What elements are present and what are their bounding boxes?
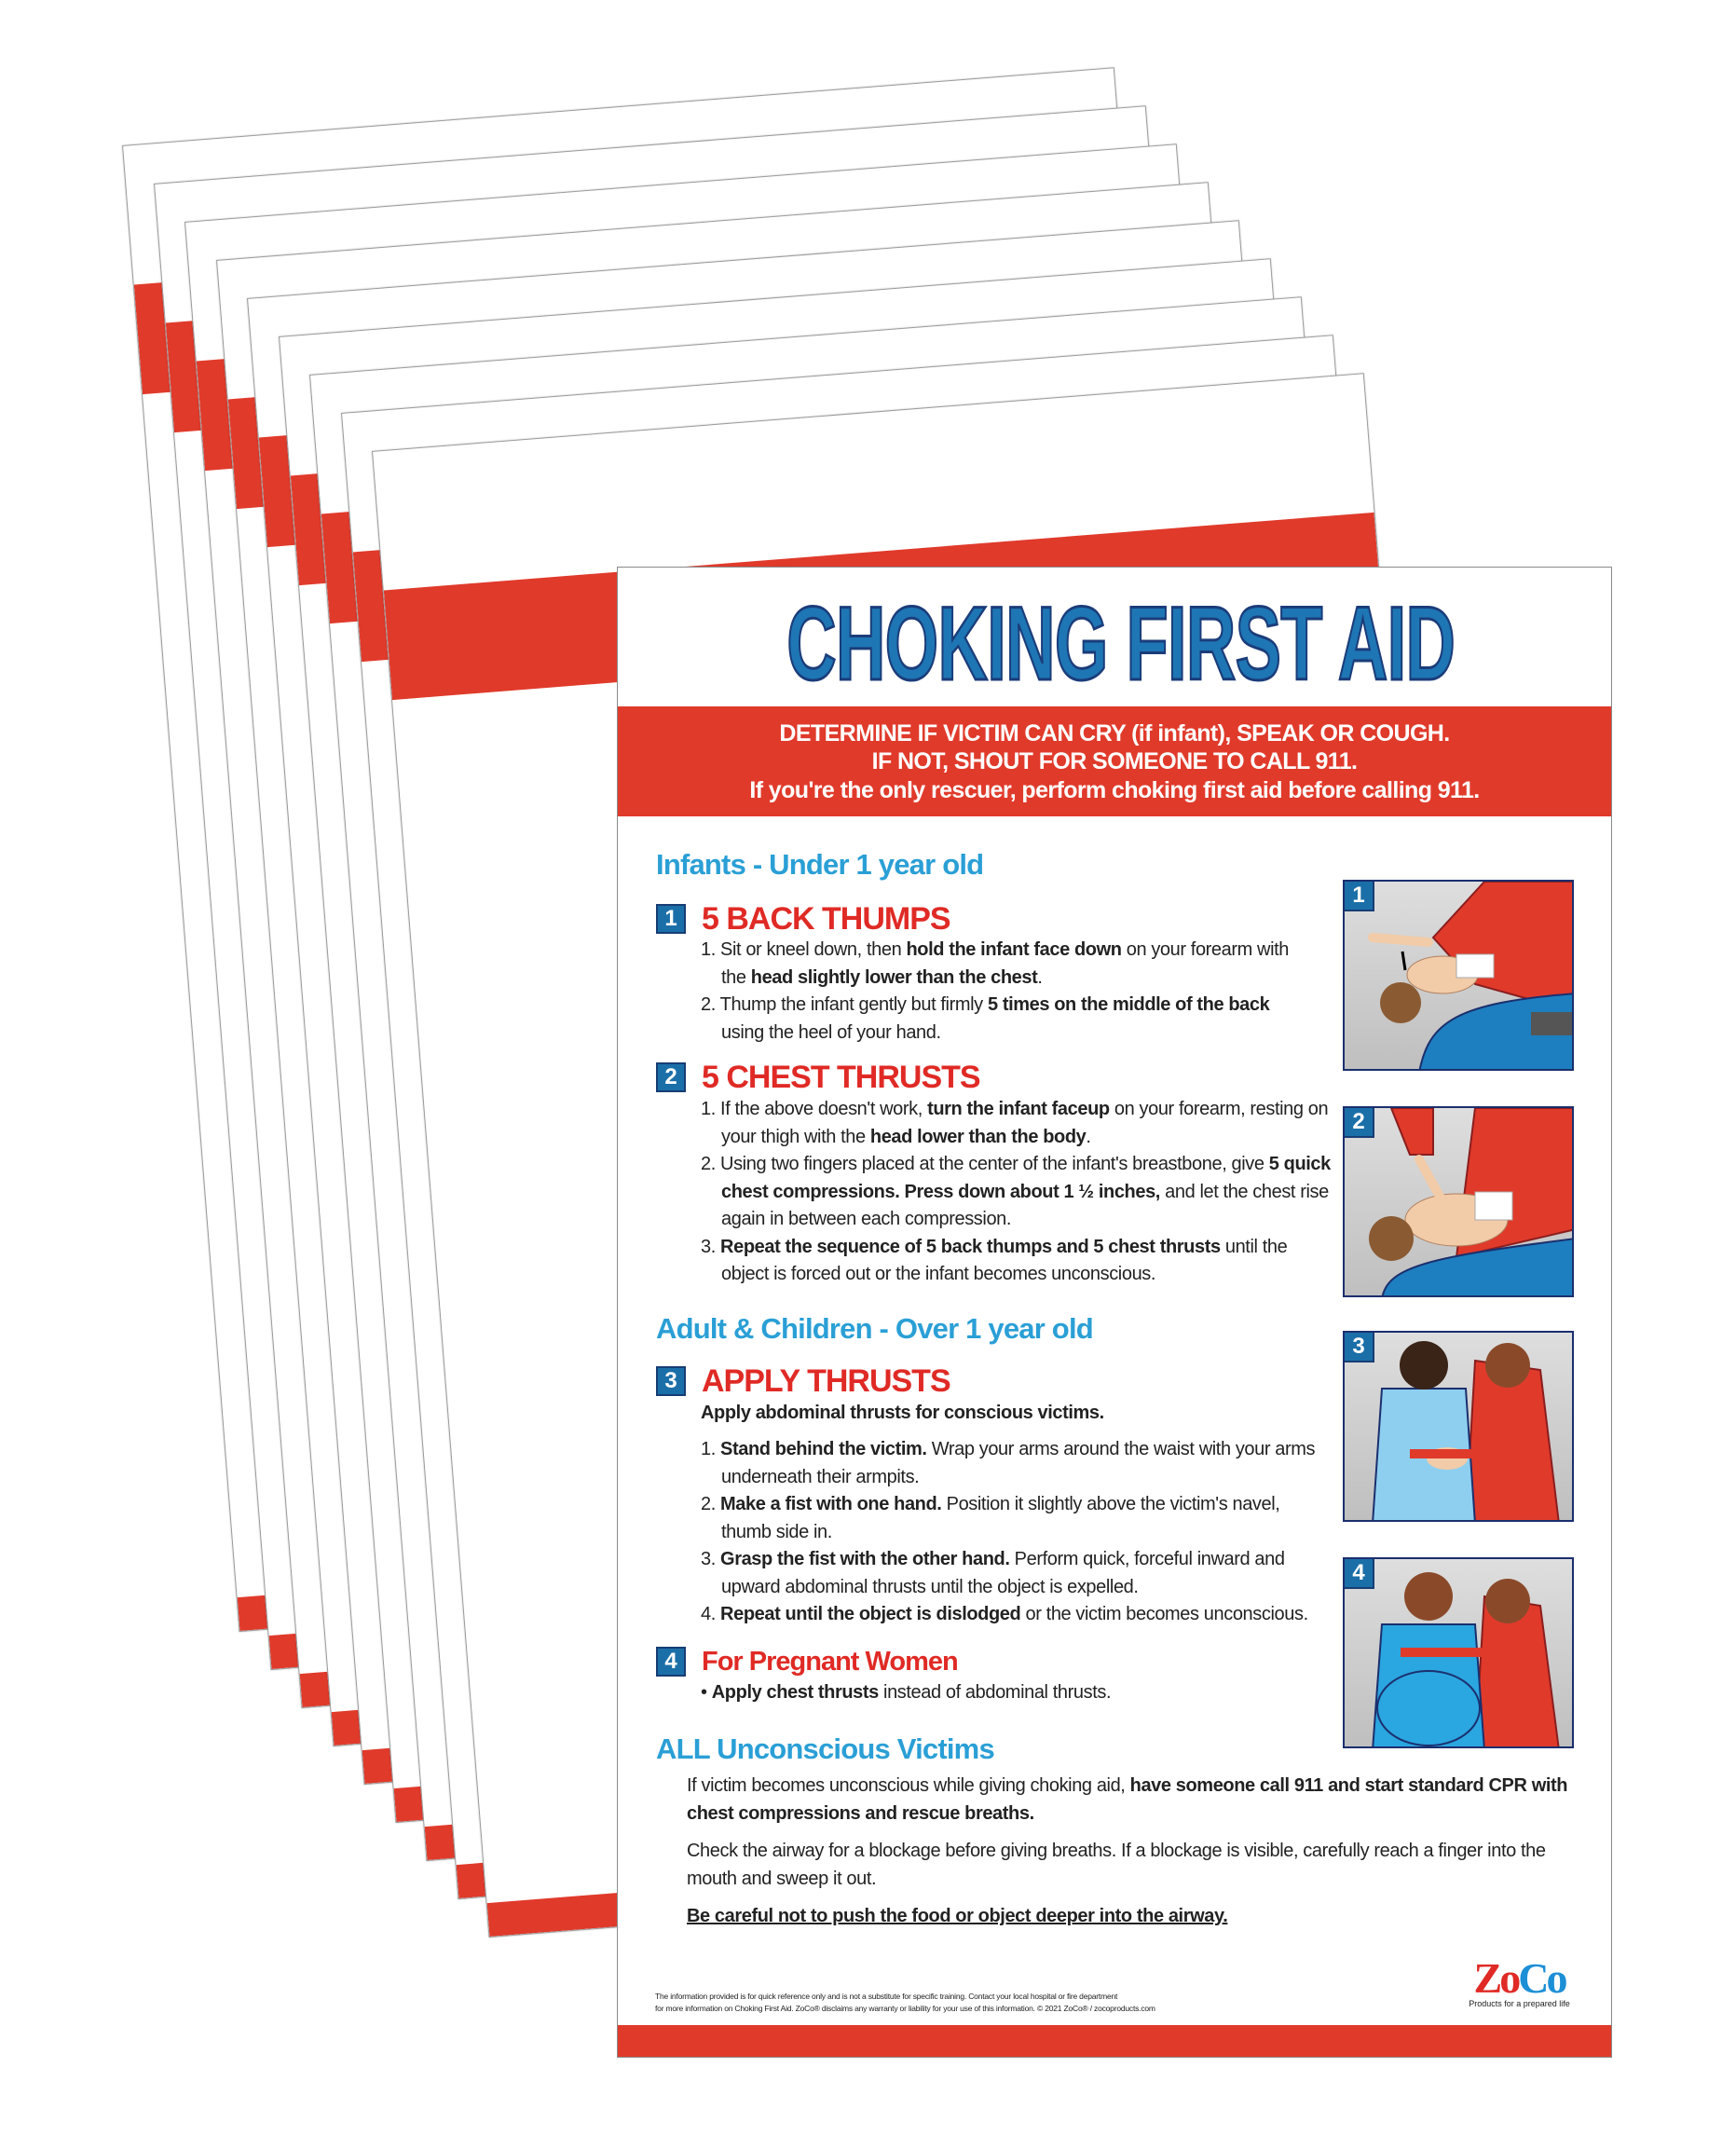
step-number-2: 2: [656, 1062, 686, 1092]
instructions-column: [656, 848, 1568, 1941]
section-infants: Infants - Under 1 year old: [656, 848, 984, 881]
step1-list: [701, 937, 1316, 1047]
illustration-number-2: 2: [1345, 1108, 1374, 1138]
section-unconscious: ALL Unconscious Victims: [656, 1732, 994, 1765]
banner-line-3: If you're the only rescuer, perform choking first aid before calling 911.: [749, 777, 1480, 803]
zoco-logo: [1461, 1954, 1578, 2008]
step2-item: 2. Using two fingers placed at the center of the infant's breastbone, give 5 quick chest compressions. Press down about 1 ½ inches, and let the chest rise again in between each compression.: [701, 1154, 1331, 1229]
zoco-tagline: Products for a prepared life: [1469, 1999, 1570, 2008]
bottom-red-bar: [618, 2025, 1611, 2058]
step-title-2: 5 CHEST THRUSTS: [702, 1060, 980, 1095]
step4-list: [701, 1679, 1334, 1707]
unconscious-item: Be careful not to push the food or object deeper into the airway.: [687, 1906, 1228, 1926]
step-4-header: [656, 1644, 1336, 1679]
step1-item: 2. Thump the infant gently but firmly 5 times on the middle of the back using the heel of your hand.: [701, 994, 1270, 1043]
step3-item: 3. Grasp the fist with the other hand. Perform quick, forceful inward and upward abdominal thrusts until the object is expelled.: [701, 1549, 1285, 1597]
step-number-1: 1: [656, 904, 686, 934]
step4-item: • Apply chest thrusts instead of abdominal thrusts.: [701, 1681, 1112, 1703]
step-title-1: 5 BACK THUMPS: [702, 901, 950, 937]
unconscious-item: If victim becomes unconscious while giving choking aid, have someone call 911 and start standard CPR with chest compressions and rescue breaths.: [687, 1775, 1568, 1824]
infant-chest-thrusts-image: [1345, 1108, 1574, 1297]
warning-banner: [618, 706, 1611, 816]
step1-item: 1. Sit or kneel down, then hold the infant face down on your forearm with the head slightly lower than the chest.: [701, 939, 1290, 988]
illustration-abdominal-thrusts: [1343, 1331, 1574, 1522]
choking-first-aid-poster: [617, 567, 1612, 2058]
disclaimer-line-2: for more information on Choking First Aid. ZoCo® disclaims any warranty or liability for your use of this information. © 2021 ZoCo® / zocoproducts.com: [655, 2004, 1155, 2013]
unconscious-text: [687, 1773, 1572, 1931]
disclaimer: [655, 1991, 1419, 2015]
step-2-header: [656, 1060, 1336, 1095]
step3-subtitle: Apply abdominal thrusts for conscious victims.: [701, 1402, 1104, 1423]
step3-list: [701, 1436, 1334, 1629]
step-number-4: 4: [656, 1647, 686, 1677]
step3-item: 2. Make a fist with one hand. Position it slightly above the victim's navel, thumb side in.: [701, 1494, 1280, 1542]
illustration-chest-thrusts: [1343, 1106, 1574, 1297]
step3-item: 1. Stand behind the victim. Wrap your arms around the waist with your arms underneath their armpits.: [701, 1439, 1316, 1487]
zoco-wordmark: ZoCo: [1473, 1954, 1565, 2002]
illustration-number-3: 3: [1345, 1333, 1374, 1362]
banner-line-2: IF NOT, SHOUT FOR SOMEONE TO CALL 911.: [871, 748, 1358, 774]
step2-item: 3. Repeat the sequence of 5 back thumps and 5 chest thrusts until the object is forced out or the infant becomes unconscious.: [701, 1236, 1288, 1284]
section-adults: Adult & Children - Over 1 year old: [656, 1311, 1093, 1345]
step-number-3: 3: [656, 1366, 686, 1396]
adult-abdominal-thrusts-image: [1345, 1333, 1574, 1522]
banner-line-1: DETERMINE IF VICTIM CAN CRY (if infant), SPEAK OR COUGH.: [779, 720, 1450, 746]
step3-item: 4. Repeat until the object is dislodged or the victim becomes unconscious.: [701, 1604, 1308, 1624]
pregnant-chest-thrusts-image: [1345, 1559, 1574, 1748]
illustration-number-4: 4: [1345, 1559, 1374, 1589]
step-title-4: For Pregnant Women: [702, 1646, 958, 1677]
illustration-pregnant-women: [1343, 1557, 1574, 1748]
illustration-number-1: 1: [1345, 882, 1374, 911]
infant-back-thumps-image: [1345, 882, 1574, 1071]
step-3-header: [656, 1363, 1336, 1399]
poster-title: CHOKING FIRST AID: [786, 585, 1456, 702]
step2-item: 1. If the above doesn't work, turn the infant faceup on your forearm, resting on your thigh with the head lower than the body.: [701, 1099, 1329, 1147]
step-1-header: [656, 901, 1336, 937]
unconscious-item: Check the airway for a blockage before giving breaths. If a blockage is visible, carefully reach a finger into the mouth and sweep it out.: [687, 1841, 1546, 1889]
disclaimer-line-1: The information provided is for quick reference only and is not a substitute for specific training. Contact your local hospital or fire department: [655, 1992, 1118, 2001]
step2-list: [701, 1096, 1334, 1289]
step-title-3: APPLY THRUSTS: [702, 1362, 950, 1399]
illustration-back-thumps: [1343, 880, 1574, 1071]
